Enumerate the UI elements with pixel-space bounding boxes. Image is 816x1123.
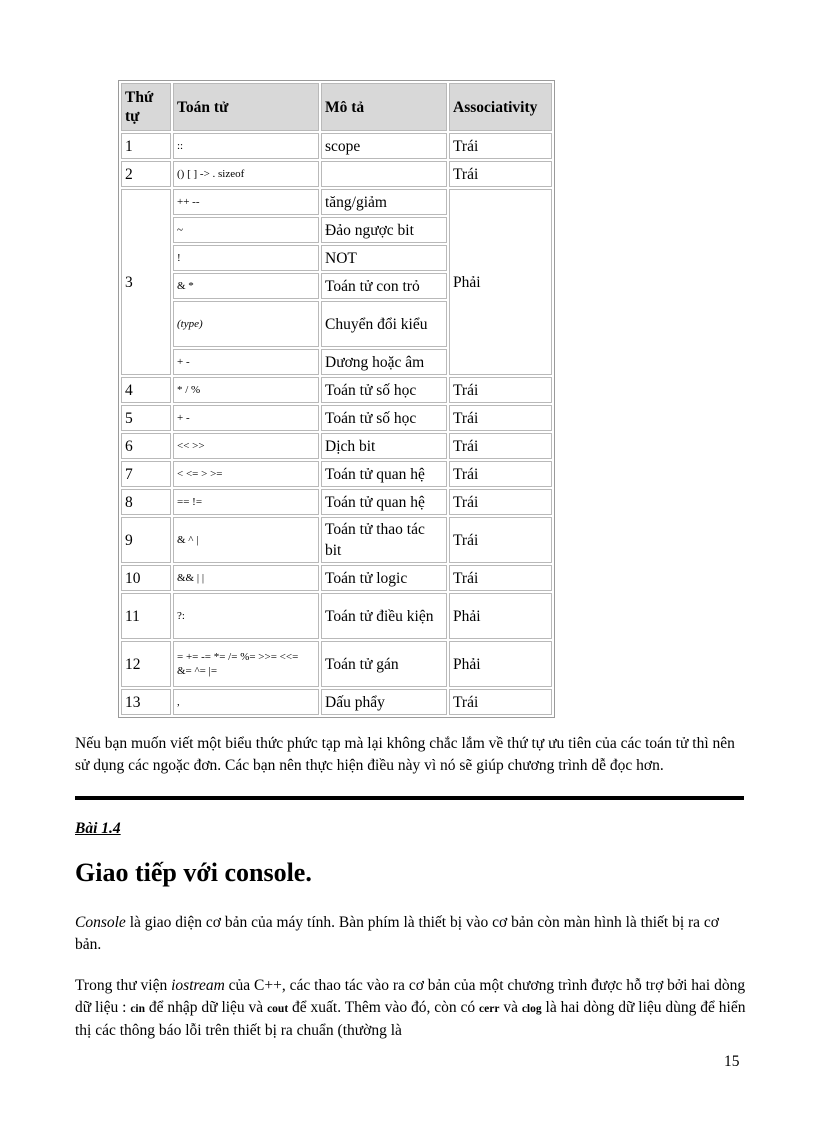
associativity-cell: Phải — [449, 189, 552, 375]
header-rank: Thứ tự — [121, 83, 171, 131]
rank-cell: 9 — [121, 517, 171, 563]
description-cell: Chuyển đổi kiểu — [321, 301, 447, 347]
operator-cell: , — [173, 689, 319, 715]
associativity-cell: Trái — [449, 461, 552, 487]
associativity-cell: Trái — [449, 133, 552, 159]
clog-keyword: clog — [521, 1003, 542, 1015]
rank-cell: 7 — [121, 461, 171, 487]
description-cell: Toán tử thao tác bit — [321, 517, 447, 563]
rank-cell: 8 — [121, 489, 171, 515]
operator-cell: + - — [173, 405, 319, 431]
operator-cell: ~ — [173, 217, 319, 243]
operator-cell: & ^ | — [173, 517, 319, 563]
iostream-text-6: là hai dòng dữ liệu dùng để hiển thị các thông báo lỗi trên thiết bị ra chuẩn (thường là — [75, 999, 746, 1039]
page-number: 15 — [724, 1053, 740, 1070]
rank-cell: 4 — [121, 377, 171, 403]
rank-cell: 12 — [121, 641, 171, 687]
iostream-text-5: và — [499, 999, 522, 1016]
table-row — [121, 405, 552, 431]
rank-cell: 2 — [121, 161, 171, 187]
operator-cell: & * — [173, 273, 319, 299]
table-row — [121, 461, 552, 487]
operator-cell: ?: — [173, 593, 319, 639]
table-row — [121, 189, 552, 215]
associativity-cell: Phải — [449, 641, 552, 687]
operator-cell: == != — [173, 489, 319, 515]
iostream-text-2: của C++, các thao tác vào ra cơ bản của một chương trình được hỗ trợ bởi hai dòng dữ liệu : — [75, 977, 746, 1016]
operator-cell: << >> — [173, 433, 319, 459]
section-heading: Giao tiếp với console. — [75, 858, 312, 887]
associativity-cell: Trái — [449, 517, 552, 563]
lesson-label: Bài 1.4 — [75, 820, 121, 837]
description-cell: Toán tử gán — [321, 641, 447, 687]
cout-keyword: cout — [267, 1003, 289, 1015]
table-row — [121, 517, 552, 563]
operator-cell: && | | — [173, 565, 319, 591]
iostream-text-1: Trong thư viện — [75, 977, 172, 994]
operator-cell: (type) — [173, 301, 319, 347]
description-cell: Toán tử số học — [321, 377, 447, 403]
operator-cell: :: — [173, 133, 319, 159]
table-row — [121, 565, 552, 591]
rank-cell: 3 — [121, 189, 171, 375]
description-cell: Toán tử điều kiện — [321, 593, 447, 639]
table-row — [121, 593, 552, 639]
header-description: Mô tả — [321, 83, 447, 131]
description-cell: Đảo ngược bit — [321, 217, 447, 243]
description-cell: tăng/giảm — [321, 189, 447, 215]
associativity-cell: Trái — [449, 377, 552, 403]
description-cell: Toán tử quan hệ — [321, 461, 447, 487]
description-cell: Toán tử số học — [321, 405, 447, 431]
description-cell: Toán tử logic — [321, 565, 447, 591]
cin-keyword: cin — [130, 1003, 146, 1015]
operator-cell: * / % — [173, 377, 319, 403]
table-row — [121, 689, 552, 715]
iostream-library-term: iostream — [171, 977, 225, 994]
operator-precedence-table — [118, 80, 555, 718]
associativity-cell: Trái — [449, 161, 552, 187]
associativity-cell: Trái — [449, 433, 552, 459]
table-row — [121, 433, 552, 459]
rank-cell: 10 — [121, 565, 171, 591]
table-row — [121, 133, 552, 159]
console-term: Console — [75, 914, 126, 931]
rank-cell: 6 — [121, 433, 171, 459]
table-row — [121, 641, 552, 687]
description-cell: Toán tử con trỏ — [321, 273, 447, 299]
operator-cell: ! — [173, 245, 319, 271]
rank-cell: 13 — [121, 689, 171, 715]
precedence-advice-paragraph: Nếu bạn muốn viết một biểu thức phức tạp mà lại không chắc lắm về thứ tự ưu tiên của các toán tử thì nên sử dụng các ngoặc đơn. Các bạn nên thực hiện điều này vì nó sẽ giúp chương trình dễ đọc hơn. — [75, 735, 735, 774]
header-associativity: Associativity — [449, 83, 552, 131]
table-row — [121, 161, 552, 187]
description-cell: Dương hoặc âm — [321, 349, 447, 375]
rank-cell: 11 — [121, 593, 171, 639]
iostream-text-3: để nhập dữ liệu và — [145, 999, 268, 1016]
table-row — [121, 377, 552, 403]
associativity-cell: Phải — [449, 593, 552, 639]
description-cell: scope — [321, 133, 447, 159]
table-header-row — [121, 83, 552, 131]
description-cell: Dấu phẩy — [321, 689, 447, 715]
description-cell — [321, 161, 447, 187]
rank-cell: 5 — [121, 405, 171, 431]
rank-cell: 1 — [121, 133, 171, 159]
description-cell: NOT — [321, 245, 447, 271]
associativity-cell: Trái — [449, 565, 552, 591]
section-divider — [75, 796, 744, 800]
associativity-cell: Trái — [449, 689, 552, 715]
iostream-paragraph — [75, 975, 747, 1042]
header-operator: Toán tử — [173, 83, 319, 131]
operator-cell: < <= > >= — [173, 461, 319, 487]
associativity-cell: Trái — [449, 405, 552, 431]
iostream-text-4: để xuất. Thêm vào đó, còn có — [288, 999, 480, 1016]
description-cell: Toán tử quan hệ — [321, 489, 447, 515]
operator-cell: ++ -- — [173, 189, 319, 215]
operator-cell: = += -= *= /= %= >>= <<= &= ^= |= — [173, 641, 319, 687]
operator-cell: + - — [173, 349, 319, 375]
console-definition-paragraph — [75, 912, 747, 956]
table-row — [121, 489, 552, 515]
description-cell: Dịch bit — [321, 433, 447, 459]
console-definition-text: là giao diện cơ bản của máy tính. Bàn phím là thiết bị vào cơ bản còn màn hình là thiết bị ra cơ bản. — [75, 914, 719, 953]
associativity-cell: Trái — [449, 489, 552, 515]
operator-cell: () [ ] -> . sizeof — [173, 161, 319, 187]
cerr-keyword: cerr — [479, 1003, 500, 1015]
